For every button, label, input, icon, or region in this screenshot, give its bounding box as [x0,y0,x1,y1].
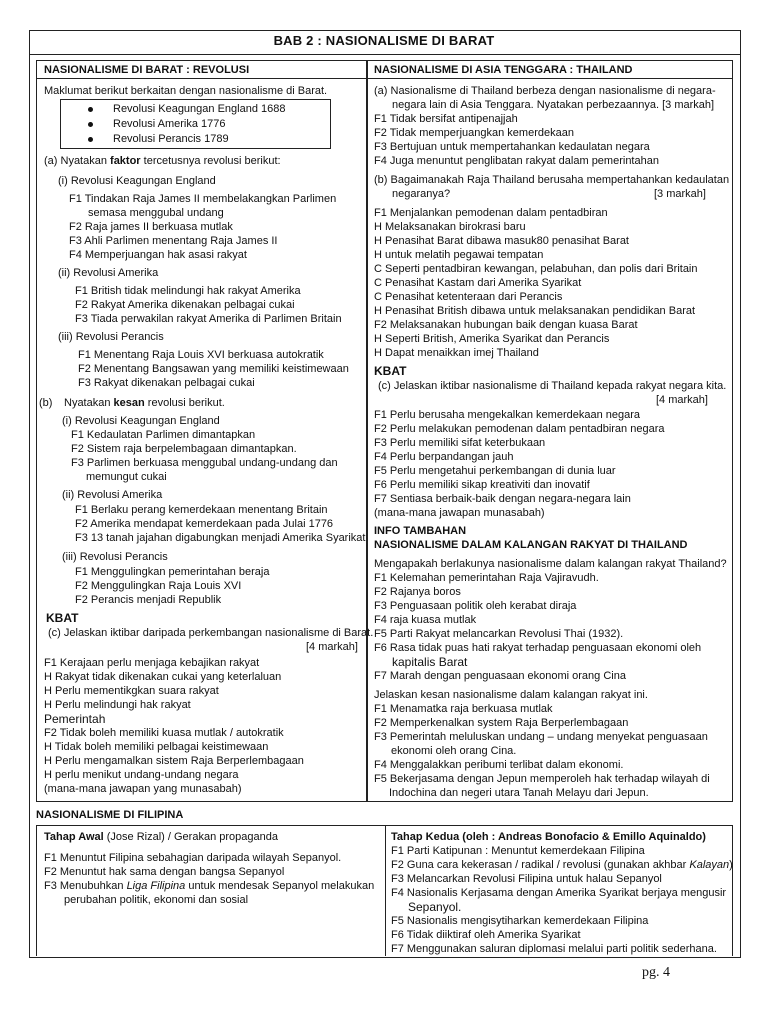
answer-line: kapitalis Barat [392,655,468,669]
question-b-cont: negaranya? [392,188,451,200]
page-title: BAB 2 : NASIONALISME DI BARAT [273,33,495,48]
left-section-header: NASIONALISME DI BARAT : REVOLUSI [44,64,250,76]
answer-line [44,879,374,893]
answer-line: H Penasihat Barat dibawa masuk80 penasihat Barat [374,235,629,247]
answer-line: F1 Menuntut Filipina sebahagian daripada wilayah Sepanyol. [44,852,342,864]
list-item [88,117,226,131]
answer-line: F3 Rakyat dikenakan pelbagai cukai [78,377,255,389]
answer-suffix: untuk mendesak Sepanyol melakukan [185,880,375,892]
bullet-icon [88,137,93,142]
question-b-prefix: Nyatakan [64,397,114,409]
answer-line: F3 Penguasaan politik oleh kerabat diraja [374,600,577,612]
filipina-left-title [44,830,278,844]
answer-line: H Rakyat tidak dikenakan cukai yang keterlaluan [44,671,282,683]
bullet-icon [88,107,93,112]
question-c: (c) Jelaskan iktibar nasionalisme di Thailand kepada rakyat negara kita. [378,380,727,392]
answer-line: F2 Rajanya boros [374,586,461,598]
answer-line: H Melaksanakan birokrasi baru [374,221,526,233]
answer-line: F3 Tiada perwakilan rakyat Amerika di Parlimen Britain [75,313,342,325]
answer-line: ekonomi oleh orang Cina. [391,745,517,757]
bullet-icon [88,122,93,127]
answer-line: F7 Marah dengan penguasaan ekonomi orang Cina [374,670,626,682]
answer-line: F5 Perlu mengetahui perkembangan di dunia luar [374,465,616,477]
answer-line: F4 raja kuasa mutlak [374,614,477,626]
answer-line: F1 Menggulingkan pemerintahan beraja [75,566,270,578]
answer-prefix: F3 Menubuhkan [44,880,127,892]
answer-line: F5 Parti Rakyat melancarkan Revolusi Thai (1932). [374,628,624,640]
kesan-question: Jelaskan kesan nasionalisme dalam kalangan rakyat ini. [374,689,648,701]
answer-line: H Perlu mengamalkan sistem Raja Berperlembagaan [44,755,304,767]
answer-line: F3 13 tanah jajahan digabungkan menjadi Amerika Syarikat [75,532,366,544]
answer-line: F1 Kerajaan perlu menjaga kebajikan rakyat [44,657,260,669]
list-item [88,132,229,146]
stage-label: Tahap Awal [44,831,104,843]
answer-line: H Penasihat British dibawa untuk melaksanakan pendidikan Barat [374,305,696,317]
question-a [44,154,281,168]
answer-line: F2 Amerika mendapat kemerdekaan pada Julai 1776 [75,518,334,530]
answer-line: Indochina dan negeri utara Tanah Melayu dari Jepun. [389,787,649,799]
answer-line: F1 Parti Katipunan : Menuntut kemerdekaan Filipina [391,845,645,857]
answer-line: F5 Bekerjasama dengan Jepun memperoleh hak terhadap wilayah di [374,773,710,785]
question-b-keyword: kesan [113,397,145,409]
answer-line: F7 Menggunakan saluran diplomasi melalui parti politik sederhana. [391,943,717,955]
answer-line: F5 Nasionalis mengisytiharkan kemerdekaan Filipina [391,915,649,927]
answer-line: F3 Bertujuan untuk mempertahankan kedaulatan negara [374,141,650,153]
pemerintah-label: Pemerintah [44,712,106,726]
answer-line: F3 Melancarkan Revolusi Filipina untuk halau Sepanyol [391,873,662,885]
question-b: (b) Bagaimanakah Raja Thailand berusaha mempertahankan kedaulatan [374,174,730,186]
answer-line: F4 Menggalakkan peribumi terlibat dalam ekonomi. [374,759,624,771]
answer-line: F1 Tindakan Raja James II membelakangkan Parlimen [69,193,337,205]
answer-line: F3 Parlimen berkuasa menggubal undang-undang dan [71,457,338,469]
question-a: (a) Nasionalisme di Thailand berbeza dengan nasionalisme di negara- [374,85,716,97]
answer-line: F2 Menentang Bangsawan yang memiliki keistimewaan [78,363,349,375]
filipina-header: NASIONALISME DI FILIPINA [36,809,184,821]
question-a-suffix: tercetusnya revolusi berikut: [140,155,281,167]
answer-line: F4 Nasionalis Kerjasama dengan Amerika Syarikat berjaya mengusir [391,887,727,899]
title-divider [29,54,740,55]
list-item-label: Revolusi Perancis 1789 [113,133,229,145]
answer-italic: Liga Filipina [126,880,186,892]
subheading: (iii) Revolusi Perancis [58,331,164,343]
answer-line: Sepanyol. [408,900,462,914]
left-header-rule [36,78,367,79]
answer-line: C Seperti pentadbiran kewangan, pelabuhan, dan polis dari Britain [374,263,698,275]
question-c-marks: [4 markah] [306,641,358,653]
left-intro: Maklumat berikut berkaitan dengan nasionalisme di Barat. [44,85,328,97]
question-b-suffix: revolusi berikut. [144,397,225,409]
answer-line: F1 Menjalankan pemodenan dalam pentadbiran [374,207,608,219]
answer-line: F7 Sentiasa berbaik-baik dengan negara-negara lain [374,493,631,505]
question-b-label: (b) [39,397,53,409]
answer-line: H Dapat menaikkan imej Thailand [374,347,539,359]
answer-line: F1 Perlu berusaha mengekalkan kemerdekaan negara [374,409,640,421]
question-a-keyword: faktor [110,155,141,167]
answer-line: F1 Tidak bersifat antipenajjah [374,113,518,125]
answer-line: H untuk melatih pegawai tempatan [374,249,544,261]
info-heading: INFO TAMBAHAN [374,525,467,537]
answer-line: C Penasihat Kastam dari Amerika Syarikat [374,277,582,289]
answer-line: F3 Ahli Parlimen menentang Raja James II [69,235,278,247]
question-c: (c) Jelaskan iktibar daripada perkembangan nasionalisme di Barat. [48,627,374,639]
filipina-divider [385,825,386,956]
right-header-rule [367,78,733,79]
answer-line: semasa menggubal undang [88,207,224,219]
answer-line: F1 Berlaku perang kemerdekaan menentang Britain [75,504,328,516]
question-a-prefix: (a) Nyatakan [44,155,111,167]
answer-line: H Tidak boleh memiliki pelbagai keistimewaan [44,741,269,753]
question-b [64,396,225,410]
answer-line: F2 Tidak boleh memiliki kuasa mutlak / autokratik [44,727,284,739]
answer-line: perubahan politik, ekonomi dan sosial [64,894,249,906]
list-item [88,102,285,116]
answer-line: memungut cukai [86,471,167,483]
subheading: (ii) Revolusi Amerika [58,267,159,279]
list-item-label: Revolusi Amerika 1776 [113,118,226,130]
answer-line: F4 Perlu berpandangan jauh [374,451,514,463]
answer-line: H Perlu mementikgkan suara rakyat [44,685,219,697]
answer-line: F6 Rasa tidak puas hati rakyat terhadap penguasaan ekonomi oleh [374,642,702,654]
info-question: Mengapakah berlakunya nasionalisme dalam kalangan rakyat Thailand? [374,558,727,570]
answer-line: (mana-mana jawapan munasabah) [374,507,545,519]
subheading: (i) Revolusi Keagungan England [58,175,216,187]
page-number: pg. 4 [642,965,670,980]
answer-line: F2 Raja james II berkuasa mutlak [69,221,233,233]
answer-line: C Penasihat ketenteraan dari Perancis [374,291,563,303]
answer-line: H perlu menikut undang-undang negara [44,769,239,781]
answer-line: F2 Menggulingkan Raja Louis XVI [75,580,242,592]
list-item-label: Revolusi Keagungan England 1688 [113,103,286,115]
stage-description: (Jose Rizal) / Gerakan propaganda [103,831,278,843]
answer-line: (mana-mana jawapan yang munasabah) [44,783,242,795]
question-b-marks: [3 markah] [654,188,706,200]
answer-line: F6 Tidak diiktiraf oleh Amerika Syarikat [391,929,581,941]
question-a-cont: negara lain di Asia Tenggara. Nyatakan perbezaannya. [3 markah] [392,99,715,111]
kbat-label: KBAT [374,364,407,378]
answer-line: F2 Rakyat Amerika dikenakan pelbagai cukai [75,299,295,311]
answer-line: F2 Tidak memperjuangkan kemerdekaan [374,127,574,139]
subheading: (ii) Revolusi Amerika [62,489,163,501]
answer-prefix: F2 Guna cara kekerasan / radikal / revolusi (gunakan akhbar [391,859,690,871]
answer-line: F2 Perlu melakukan pemodenan dalam pentadbiran negara [374,423,665,435]
answer-line: F1 British tidak melindungi hak rakyat Amerika [75,285,301,297]
answer-line: F6 Perlu memiliki sikap kreativiti dan inovatif [374,479,590,491]
right-section-header: NASIONALISME DI ASIA TENGGARA : THAILAND [374,64,633,76]
filipina-right-title: Tahap Kedua (oleh : Andreas Bonofacio & Emillo Aquinaldo) [391,831,706,843]
answer-line [391,858,733,872]
answer-line: F1 Menamatka raja berkuasa mutlak [374,703,553,715]
answer-line: H Seperti British, Amerika Syarikat dan Perancis [374,333,610,345]
answer-line: F2 Menuntut hak sama dengan bangsa Sepanyol [44,866,285,878]
kbat-label: KBAT [46,611,79,625]
answer-line: F3 Pemerintah meluluskan undang – undang menyekat penguasaan [374,731,708,743]
info-subheading: NASIONALISME DALAM KALANGAN RAKYAT DI THAILAND [374,539,688,551]
answer-line: F4 Memperjuangan hak asasi rakyat [69,249,247,261]
answer-line: F1 Kelemahan pemerintahan Raja Vajiravudh. [374,572,599,584]
answer-line: F1 Menentang Raja Louis XVI berkuasa autokratik [78,349,324,361]
answer-line: F4 Juga menuntut penglibatan rakyat dalam pemerintahan [374,155,659,167]
answer-italic: Kalayan [689,859,730,871]
answer-line: F2 Memperkenalkan system Raja Berperlembagaan [374,717,629,729]
answer-line: F1 Kedaulatan Parlimen dimantapkan [71,429,256,441]
answer-line: F2 Melaksanakan hubungan baik dengan kuasa Barat [374,319,638,331]
subheading: (iii) Revolusi Perancis [62,551,168,563]
answer-line: F3 Perlu memiliki sifat keterbukaan [374,437,546,449]
answer-line: F2 Perancis menjadi Republik [75,594,222,606]
question-c-marks: [4 markah] [656,394,708,406]
answer-line: H Perlu melindungi hak rakyat [44,699,191,711]
subheading: (i) Revolusi Keagungan England [62,415,220,427]
answer-suffix: ) [729,859,733,871]
answer-line: F2 Sistem raja berpelembagaan dimantapkan. [71,443,297,455]
